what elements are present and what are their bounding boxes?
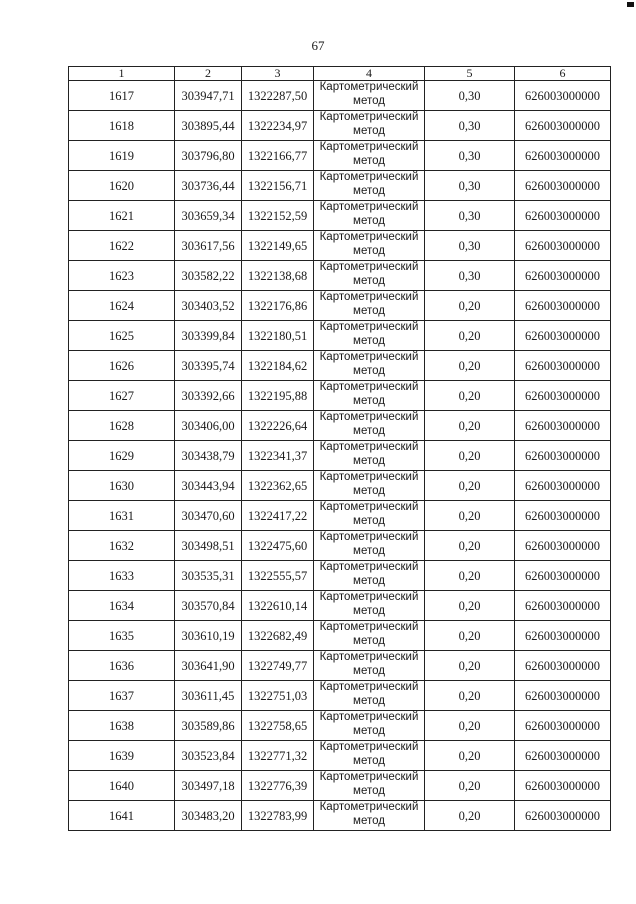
- method-line-2: метод: [353, 514, 385, 527]
- table-row: [69, 321, 611, 351]
- method-line-1: Картометрический: [319, 680, 419, 693]
- method-cell: [314, 741, 425, 771]
- y-coordinate-cell: 1322751,03: [242, 681, 314, 711]
- accuracy-cell: 0,20: [425, 741, 515, 771]
- method-line-2: метод: [353, 784, 385, 797]
- method-cell: [314, 561, 425, 591]
- table-row: [69, 411, 611, 441]
- method-line-2: метод: [353, 394, 385, 407]
- method-cell: [314, 711, 425, 741]
- accuracy-cell: 0,30: [425, 81, 515, 111]
- point-number-cell: 1641: [69, 801, 175, 831]
- y-coordinate-cell: 1322226,64: [242, 411, 314, 441]
- x-coordinate-cell: 303796,80: [175, 141, 242, 171]
- y-coordinate-cell: 1322783,99: [242, 801, 314, 831]
- y-coordinate-cell: 1322195,88: [242, 381, 314, 411]
- accuracy-cell: 0,30: [425, 201, 515, 231]
- y-coordinate-cell: 1322152,59: [242, 201, 314, 231]
- accuracy-cell: 0,30: [425, 231, 515, 261]
- method-cell: [314, 651, 425, 681]
- point-number-cell: 1627: [69, 381, 175, 411]
- method-cell: [314, 591, 425, 621]
- method-line-1: Картометрический: [319, 800, 419, 813]
- method-line-2: метод: [353, 154, 385, 167]
- point-number-cell: 1623: [69, 261, 175, 291]
- y-coordinate-cell: 1322771,32: [242, 741, 314, 771]
- method-line-2: метод: [353, 694, 385, 707]
- accuracy-cell: 0,20: [425, 321, 515, 351]
- method-cell: [314, 531, 425, 561]
- accuracy-cell: 0,30: [425, 171, 515, 201]
- method-line-1: Картометрический: [319, 110, 419, 123]
- method-line-2: метод: [353, 424, 385, 437]
- accuracy-cell: 0,20: [425, 411, 515, 441]
- accuracy-cell: 0,20: [425, 801, 515, 831]
- method-line-1: Картометрический: [319, 560, 419, 573]
- point-number-cell: 1618: [69, 111, 175, 141]
- table-row: [69, 81, 611, 111]
- code-cell: 626003000000: [515, 441, 611, 471]
- point-number-cell: 1638: [69, 711, 175, 741]
- method-cell: [314, 111, 425, 141]
- x-coordinate-cell: 303736,44: [175, 171, 242, 201]
- x-coordinate-cell: 303947,71: [175, 81, 242, 111]
- y-coordinate-cell: 1322234,97: [242, 111, 314, 141]
- table-row: [69, 621, 611, 651]
- method-cell: [314, 321, 425, 351]
- y-coordinate-cell: 1322610,14: [242, 591, 314, 621]
- method-cell: [314, 381, 425, 411]
- y-coordinate-cell: 1322149,65: [242, 231, 314, 261]
- method-cell: [314, 441, 425, 471]
- table-row: [69, 801, 611, 831]
- method-line-2: метод: [353, 94, 385, 107]
- method-line-1: Картометрический: [319, 770, 419, 783]
- point-number-cell: 1624: [69, 291, 175, 321]
- method-line-2: метод: [353, 754, 385, 767]
- accuracy-cell: 0,30: [425, 141, 515, 171]
- code-cell: 626003000000: [515, 531, 611, 561]
- method-cell: [314, 801, 425, 831]
- method-cell: [314, 501, 425, 531]
- y-coordinate-cell: 1322362,65: [242, 471, 314, 501]
- code-cell: 626003000000: [515, 741, 611, 771]
- accuracy-cell: 0,20: [425, 381, 515, 411]
- method-line-2: метод: [353, 304, 385, 317]
- method-line-1: Картометрический: [319, 260, 419, 273]
- method-line-2: метод: [353, 604, 385, 617]
- accuracy-cell: 0,20: [425, 561, 515, 591]
- table-row: [69, 351, 611, 381]
- accuracy-cell: 0,20: [425, 681, 515, 711]
- accuracy-cell: 0,30: [425, 261, 515, 291]
- y-coordinate-cell: 1322776,39: [242, 771, 314, 801]
- y-coordinate-cell: 1322341,37: [242, 441, 314, 471]
- x-coordinate-cell: 303570,84: [175, 591, 242, 621]
- method-line-1: Картометрический: [319, 710, 419, 723]
- accuracy-cell: 0,20: [425, 501, 515, 531]
- accuracy-cell: 0,20: [425, 291, 515, 321]
- method-line-1: Картометрический: [319, 380, 419, 393]
- method-line-1: Картометрический: [319, 80, 419, 93]
- code-cell: 626003000000: [515, 201, 611, 231]
- y-coordinate-cell: 1322475,60: [242, 531, 314, 561]
- table-row: [69, 171, 611, 201]
- y-coordinate-cell: 1322166,77: [242, 141, 314, 171]
- method-line-1: Картометрический: [319, 440, 419, 453]
- table-row: [69, 531, 611, 561]
- code-cell: 626003000000: [515, 111, 611, 141]
- x-coordinate-cell: 303498,51: [175, 531, 242, 561]
- method-line-2: метод: [353, 364, 385, 377]
- point-number-cell: 1626: [69, 351, 175, 381]
- method-line-1: Картометрический: [319, 650, 419, 663]
- method-line-1: Картометрический: [319, 350, 419, 363]
- table-row: [69, 441, 611, 471]
- method-line-2: метод: [353, 574, 385, 587]
- method-line-1: Картометрический: [319, 410, 419, 423]
- code-cell: 626003000000: [515, 621, 611, 651]
- method-line-1: Картометрический: [319, 590, 419, 603]
- accuracy-cell: 0,20: [425, 651, 515, 681]
- y-coordinate-cell: 1322758,65: [242, 711, 314, 741]
- x-coordinate-cell: 303483,20: [175, 801, 242, 831]
- method-line-1: Картометрический: [319, 170, 419, 183]
- y-coordinate-cell: 1322156,71: [242, 171, 314, 201]
- accuracy-cell: 0,20: [425, 621, 515, 651]
- method-cell: [314, 471, 425, 501]
- point-number-cell: 1635: [69, 621, 175, 651]
- method-line-2: метод: [353, 334, 385, 347]
- method-line-2: метод: [353, 454, 385, 467]
- point-number-cell: 1621: [69, 201, 175, 231]
- point-number-cell: 1632: [69, 531, 175, 561]
- method-line-2: метод: [353, 244, 385, 257]
- x-coordinate-cell: 303443,94: [175, 471, 242, 501]
- point-number-cell: 1640: [69, 771, 175, 801]
- column-header-5: 5: [425, 67, 515, 81]
- method-line-1: Картометрический: [319, 620, 419, 633]
- table-row: [69, 231, 611, 261]
- code-cell: 626003000000: [515, 321, 611, 351]
- method-line-1: Картометрический: [319, 320, 419, 333]
- table-row: [69, 591, 611, 621]
- code-cell: 626003000000: [515, 651, 611, 681]
- method-line-1: Картометрический: [319, 230, 419, 243]
- method-line-2: метод: [353, 664, 385, 677]
- coordinates-table: [68, 66, 611, 831]
- x-coordinate-cell: 303399,84: [175, 321, 242, 351]
- table-row: [69, 771, 611, 801]
- code-cell: 626003000000: [515, 711, 611, 741]
- table-row: [69, 291, 611, 321]
- x-coordinate-cell: 303392,66: [175, 381, 242, 411]
- x-coordinate-cell: 303641,90: [175, 651, 242, 681]
- method-cell: [314, 351, 425, 381]
- x-coordinate-cell: 303610,19: [175, 621, 242, 651]
- method-line-1: Картометрический: [319, 200, 419, 213]
- column-header-6: 6: [515, 67, 611, 81]
- column-header-1: 1: [69, 67, 175, 81]
- y-coordinate-cell: 1322682,49: [242, 621, 314, 651]
- method-line-1: Картометрический: [319, 500, 419, 513]
- table-row: [69, 681, 611, 711]
- method-cell: [314, 201, 425, 231]
- method-cell: [314, 681, 425, 711]
- point-number-cell: 1619: [69, 141, 175, 171]
- table-body: [69, 81, 611, 831]
- point-number-cell: 1634: [69, 591, 175, 621]
- y-coordinate-cell: 1322417,22: [242, 501, 314, 531]
- table-row: [69, 261, 611, 291]
- code-cell: 626003000000: [515, 291, 611, 321]
- method-cell: [314, 231, 425, 261]
- accuracy-cell: 0,20: [425, 531, 515, 561]
- accuracy-cell: 0,20: [425, 471, 515, 501]
- point-number-cell: 1637: [69, 681, 175, 711]
- table-row: [69, 471, 611, 501]
- code-cell: 626003000000: [515, 471, 611, 501]
- method-line-2: метод: [353, 124, 385, 137]
- code-cell: 626003000000: [515, 351, 611, 381]
- point-number-cell: 1639: [69, 741, 175, 771]
- code-cell: 626003000000: [515, 801, 611, 831]
- y-coordinate-cell: 1322176,86: [242, 291, 314, 321]
- y-coordinate-cell: 1322184,62: [242, 351, 314, 381]
- accuracy-cell: 0,30: [425, 111, 515, 141]
- x-coordinate-cell: 303470,60: [175, 501, 242, 531]
- method-line-2: метод: [353, 274, 385, 287]
- table-header: [69, 67, 611, 81]
- method-cell: [314, 771, 425, 801]
- point-number-cell: 1617: [69, 81, 175, 111]
- x-coordinate-cell: 303497,18: [175, 771, 242, 801]
- code-cell: 626003000000: [515, 681, 611, 711]
- x-coordinate-cell: 303582,22: [175, 261, 242, 291]
- table-row: [69, 561, 611, 591]
- point-number-cell: 1629: [69, 441, 175, 471]
- code-cell: 626003000000: [515, 141, 611, 171]
- table-row: [69, 711, 611, 741]
- x-coordinate-cell: 303895,44: [175, 111, 242, 141]
- method-cell: [314, 81, 425, 111]
- method-cell: [314, 291, 425, 321]
- header-row: [69, 67, 611, 81]
- page-number: 67: [311, 38, 325, 53]
- code-cell: 626003000000: [515, 501, 611, 531]
- method-cell: [314, 261, 425, 291]
- method-line-1: Картометрический: [319, 290, 419, 303]
- code-cell: 626003000000: [515, 381, 611, 411]
- method-line-1: Картометрический: [319, 140, 419, 153]
- code-cell: 626003000000: [515, 771, 611, 801]
- point-number-cell: 1630: [69, 471, 175, 501]
- method-cell: [314, 411, 425, 441]
- y-coordinate-cell: 1322138,68: [242, 261, 314, 291]
- x-coordinate-cell: 303659,34: [175, 201, 242, 231]
- point-number-cell: 1620: [69, 171, 175, 201]
- point-number-cell: 1636: [69, 651, 175, 681]
- table-row: [69, 741, 611, 771]
- code-cell: 626003000000: [515, 261, 611, 291]
- code-cell: 626003000000: [515, 411, 611, 441]
- table-row: [69, 111, 611, 141]
- method-line-2: метод: [353, 184, 385, 197]
- point-number-cell: 1625: [69, 321, 175, 351]
- column-header-3: 3: [242, 67, 314, 81]
- method-line-2: метод: [353, 544, 385, 557]
- corner-mark: [627, 2, 634, 7]
- x-coordinate-cell: 303611,45: [175, 681, 242, 711]
- y-coordinate-cell: 1322555,57: [242, 561, 314, 591]
- accuracy-cell: 0,20: [425, 591, 515, 621]
- method-line-2: метод: [353, 814, 385, 827]
- x-coordinate-cell: 303438,79: [175, 441, 242, 471]
- table-row: [69, 651, 611, 681]
- point-number-cell: 1628: [69, 411, 175, 441]
- method-line-2: метод: [353, 724, 385, 737]
- column-header-4: 4: [314, 67, 425, 81]
- x-coordinate-cell: 303403,52: [175, 291, 242, 321]
- accuracy-cell: 0,20: [425, 771, 515, 801]
- code-cell: 626003000000: [515, 231, 611, 261]
- y-coordinate-cell: 1322180,51: [242, 321, 314, 351]
- point-number-cell: 1622: [69, 231, 175, 261]
- code-cell: 626003000000: [515, 171, 611, 201]
- x-coordinate-cell: 303535,31: [175, 561, 242, 591]
- table-row: [69, 501, 611, 531]
- column-header-2: 2: [175, 67, 242, 81]
- accuracy-cell: 0,20: [425, 711, 515, 741]
- method-cell: [314, 171, 425, 201]
- method-cell: [314, 621, 425, 651]
- x-coordinate-cell: 303589,86: [175, 711, 242, 741]
- x-coordinate-cell: 303523,84: [175, 741, 242, 771]
- table-row: [69, 201, 611, 231]
- method-line-1: Картометрический: [319, 530, 419, 543]
- x-coordinate-cell: 303406,00: [175, 411, 242, 441]
- x-coordinate-cell: 303617,56: [175, 231, 242, 261]
- accuracy-cell: 0,20: [425, 351, 515, 381]
- code-cell: 626003000000: [515, 591, 611, 621]
- x-coordinate-cell: 303395,74: [175, 351, 242, 381]
- method-cell: [314, 141, 425, 171]
- method-line-2: метод: [353, 484, 385, 497]
- point-number-cell: 1631: [69, 501, 175, 531]
- method-line-2: метод: [353, 214, 385, 227]
- y-coordinate-cell: 1322749,77: [242, 651, 314, 681]
- y-coordinate-cell: 1322287,50: [242, 81, 314, 111]
- code-cell: 626003000000: [515, 561, 611, 591]
- code-cell: 626003000000: [515, 81, 611, 111]
- method-line-1: Картометрический: [319, 470, 419, 483]
- method-line-2: метод: [353, 634, 385, 647]
- method-line-1: Картометрический: [319, 740, 419, 753]
- point-number-cell: 1633: [69, 561, 175, 591]
- table-row: [69, 381, 611, 411]
- table-row: [69, 141, 611, 171]
- accuracy-cell: 0,20: [425, 441, 515, 471]
